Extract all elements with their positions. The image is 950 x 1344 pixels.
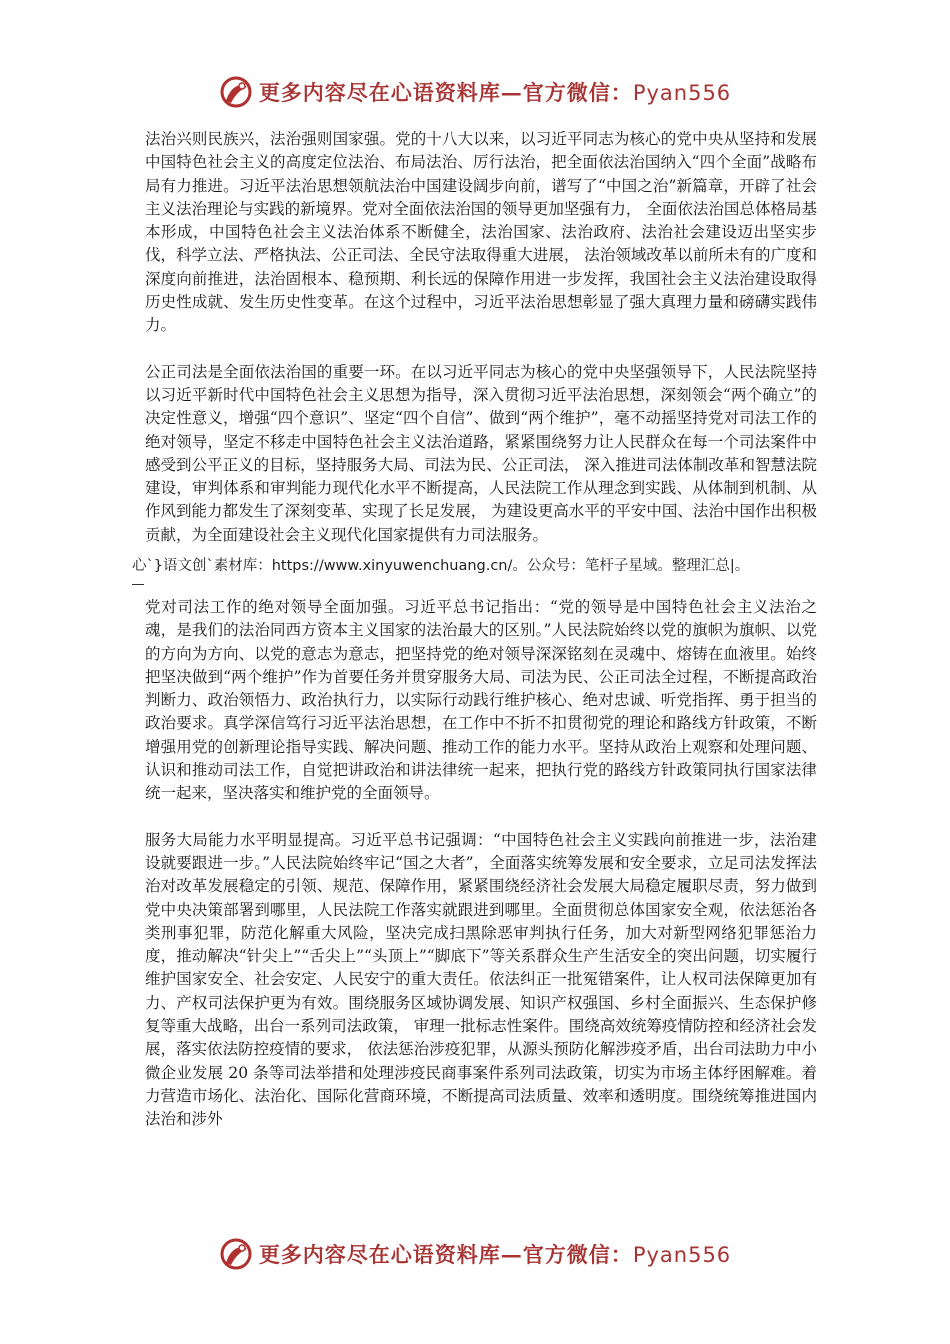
banner-text xyxy=(259,77,731,107)
paragraph: 服务大局能力水平明显提高。习近平总书记强调：“中国特色社会主义实践向前推进一步，法治建设就要跟进一步。”人民法院始终牢记“国之大者”，全面落实统筹发展和安全要求，立足司法发挥法治对改革发展稳定的引领、规范、保障作用，紧紧围绕经济社会发展大局稳定履职尽责，努力做到党中央决策部署到哪里，人民法院工作落实就跟进到哪里。全面贯彻总体国家安全观，依法惩治各类刑事犯罪，防范化解重大风险，坚决完成扫黑除恶审判执行任务，加大对新型网络犯罪惩治力度，推动解决“针尖上”“舌尖上”“头顶上”“脚底下”等关系群众生产生活安全的突出问题，切实履行维护国家安全、社会安定、人民安宁的重大责任。依法纠正一批冤错案件，让人权司法保障更加有力、产权司法保护更为有效。围绕服务区域协调发展、知识产权强国、乡村全面振兴、生态保护修复等重大战略，出台一系列司法政策， 审理一批标志性案件。围绕高效统筹疫情防控和经济社会发展，落实依法防控疫情的要求， 依法惩治涉疫犯罪，从源头预防化解涉疫矛盾，出台司法助力中小微企业发展 20 条等司法举措和处理涉疫民商事案件系列司法政策，切实为市场主体纾困解难。着力营造市场化、法治化、国际化营商环境，不断提高司法质量、效率和透明度。围绕统筹推进国内法治和涉外 xyxy=(145,830,817,1129)
divider-dash xyxy=(132,584,144,585)
paragraph: 法治兴则民族兴，法治强则国家强。党的十八大以来，以习近平同志为核心的党中央从坚持和发展中国特色社会主义的高度定位法治、布局法治、厉行法治，把全面依法治国纳入“四个全面”战略布局有力推进。习近平法治思想领航法治中国建设阔步向前，谱写了“中国之治”新篇章，开辟了社会主义法治理论与实践的新境界。党对全面依法治国的领导更加坚强有力， 全面依法治国总体格局基本形成，中国特色社会主义法治体系不断健全，法治国家、法治政府、法治社会建设迈出坚实步伐，科学立法、严格执法、公正司法、全民守法取得重大进展， 法治领域改革以前所未有的广度和深度向前推进，法治固根本、稳预期、利长远的保障作用进一步发挥，我国社会主义法治建设取得历史性成就、发生历史性变革。在这个过程中，习近平法治思想彰显了强大真理力量和磅礴实践伟力。 xyxy=(145,130,817,335)
banner-account: Pyan556 xyxy=(632,81,732,105)
brand-logo-icon xyxy=(219,1237,253,1271)
brand-logo-icon xyxy=(219,75,253,109)
banner-slogan: 更多内容尽在心语资料库—官方微信： xyxy=(258,80,633,105)
paragraph: 党对司法工作的绝对领导全面加强。习近平总书记指出：“党的领导是中国特色社会主义法治之魂，是我们的法治同西方资本主义国家的法治最大的区别。”人民法院始终以党的旗帜为旗帜、以党的方向为方向、以党的意志为意志，把坚持党的绝对领导深深铭刻在灵魂中、熔铸在血液里。始终把坚决做到“两个维护”作为首要任务并贯穿服务大局、司法为民、公正司法全过程，不断提高政治判断力、政治领悟力、政治执行力，以实际行动践行维护核心、绝对忠诚、听党指挥、勇于担当的政治要求。真学深信笃行习近平法治思想，在工作中不折不扣贯彻党的理论和路线方针政策，不断增强用党的创新理论指导实践、解决问题、推动工作的能力水平。坚持从政治上观察和处理问题、认识和推动司法工作，自觉把讲政治和讲法律统一起来，把执行党的路线方针政策同执行国家法律统一起来，坚决落实和维护党的全面领导。 xyxy=(145,598,817,803)
article-bottom xyxy=(145,596,817,1132)
material-source-line: 心`}语文创`素材库：https://www.xinyuwenchuang.cn/。公众号：笔杆子星域。整理汇总|。 xyxy=(132,558,750,574)
banner-account: Pyan556 xyxy=(632,1243,732,1267)
paragraph: 公正司法是全面依法治国的重要一环。在以习近平同志为核心的党中央坚强领导下，人民法院坚持以习近平新时代中国特色社会主义思想为指导，深入贯彻习近平法治思想，深刻领会“两个确立”的决定性意义，增强“四个意识”、坚定“四个自信”、做到“两个维护”，毫不动摇坚持党对司法工作的绝对领导，坚定不移走中国特色社会主义法治道路，紧紧围绕努力让人民群众在每一个司法案件中感受到公平正义的目标，坚持服务大局、司法为民、公正司法， 深入推进司法体制改革和智慧法院建设，审判体系和审判能力现代化水平不断提高，人民法院工作从理念到实践、从体制到机制、从作风到能力都发生了深刻变革、实现了长足发展， 为建设更高水平的平安中国、法治中国作出积极贡献，为全面建设社会主义现代化国家提供有力司法服务。 xyxy=(145,362,817,544)
header-banner xyxy=(0,70,950,114)
article-top xyxy=(145,128,817,547)
footer-banner xyxy=(0,1232,950,1276)
banner-slogan: 更多内容尽在心语资料库—官方微信： xyxy=(258,1242,633,1267)
banner-text xyxy=(259,1239,731,1269)
